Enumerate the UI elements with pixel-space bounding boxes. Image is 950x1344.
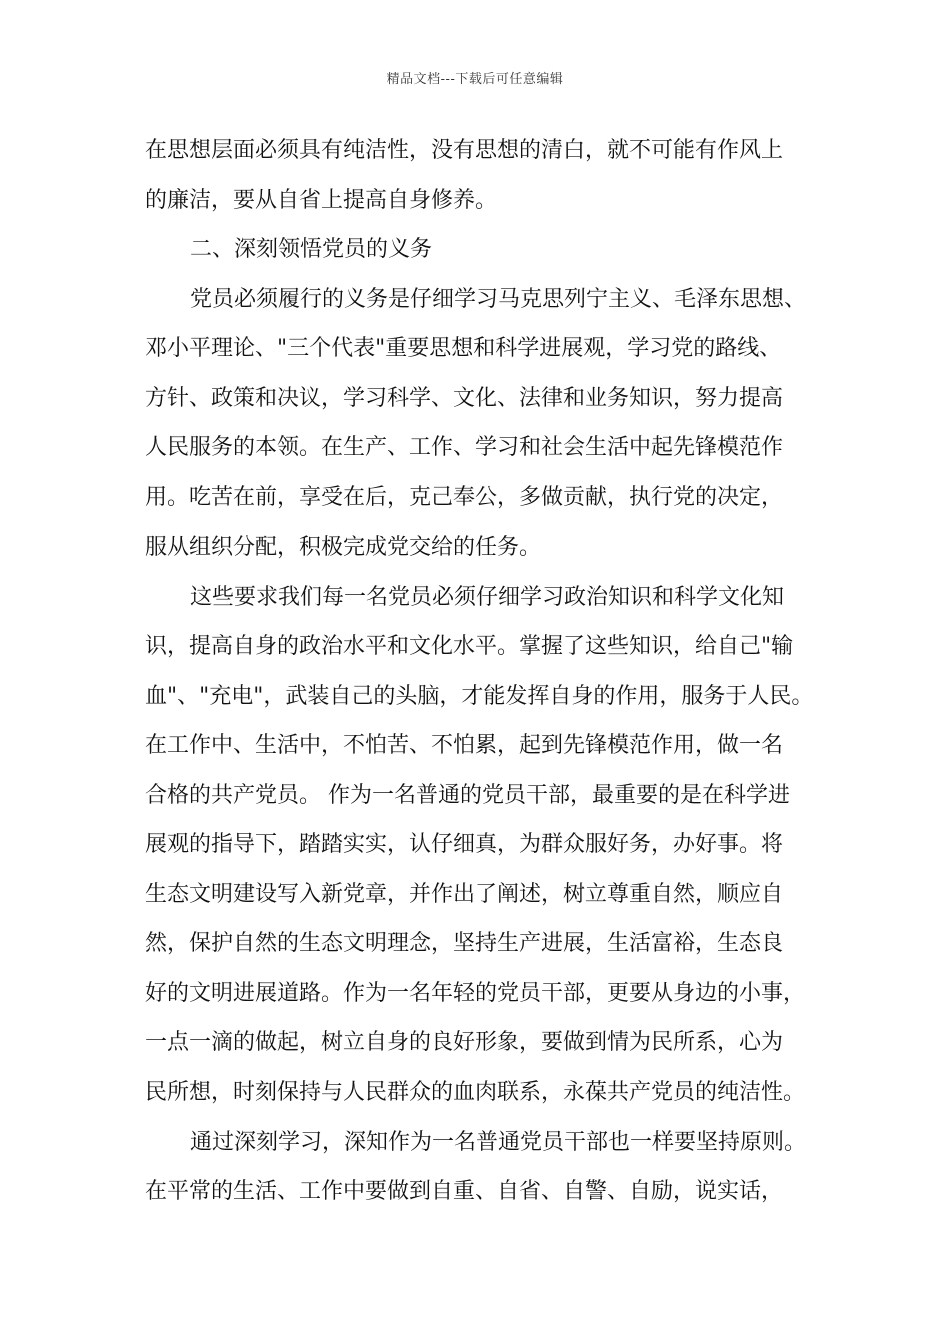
text-line: 民所想，时刻保持与人民群众的血肉联系，永葆共产党员的纯洁性。 bbox=[145, 1080, 806, 1105]
text-line: 展观的指导下，踏踏实实，认仔细真，为群众服好务，办好事。将 bbox=[145, 832, 784, 857]
text-line: 在平常的生活、工作中要做到自重、自省、自警、自励，说实话， bbox=[145, 1179, 784, 1204]
text-line: 服从组织分配，积极完成党交给的任务。 bbox=[145, 535, 542, 560]
text-line: 邓小平理论、"三个代表"重要思想和科学进展观，学习党的路线、 bbox=[145, 336, 782, 361]
text-line: 的廉洁，要从自省上提高自身修养。 bbox=[145, 188, 498, 213]
text-line: 方针、政策和决议，学习科学、文化、法律和业务知识，努力提高 bbox=[145, 386, 784, 411]
text-line: 这些要求我们每一名党员必须仔细学习政治知识和科学文化知 bbox=[190, 585, 785, 610]
text-line: 党员必须履行的义务是仔细学习马克思列宁主义、毛泽东思想、 bbox=[190, 287, 807, 312]
text-line: 合格的共产党员。 作为一名普通的党员干部，最重要的是在科学进 bbox=[145, 783, 790, 808]
text-line: 一点一滴的做起，树立自身的良好形象，要做到情为民所系，心为 bbox=[145, 1030, 784, 1055]
text-line: 在工作中、生活中，不怕苦、不怕累，起到先锋模范作用，做一名 bbox=[145, 733, 784, 758]
text-line: 生态文明建设写入新党章，并作出了阐述，树立尊重自然，顺应自 bbox=[145, 882, 784, 907]
section-heading: 二、深刻领悟党员的义务 bbox=[190, 237, 433, 262]
text-line: 人民服务的本领。在生产、工作、学习和社会生活中起先锋模范作 bbox=[145, 435, 784, 460]
text-line: 用。吃苦在前，享受在后，克己奉公，多做贡献，执行党的决定， bbox=[145, 485, 784, 510]
text-line: 然，保护自然的生态文明理念，坚持生产进展，生活富裕，生态良 bbox=[145, 931, 784, 956]
text-line: 好的文明进展道路。作为一名年轻的党员干部，更要从身边的小事， bbox=[145, 981, 806, 1006]
page-header: 精品文档---下载后可任意编辑 bbox=[386, 72, 564, 87]
text-line: 通过深刻学习，深知作为一名普通党员干部也一样要坚持原则。 bbox=[190, 1130, 807, 1155]
text-line: 在思想层面必须具有纯洁性，没有思想的清白，就不可能有作风上 bbox=[145, 138, 784, 163]
text-line: 血"、"充电"，武装自己的头脑，才能发挥自身的作用，服务于人民。 bbox=[145, 684, 814, 709]
text-line: 识，提高自身的政治水平和文化水平。掌握了这些知识，给自己"输 bbox=[145, 634, 794, 659]
